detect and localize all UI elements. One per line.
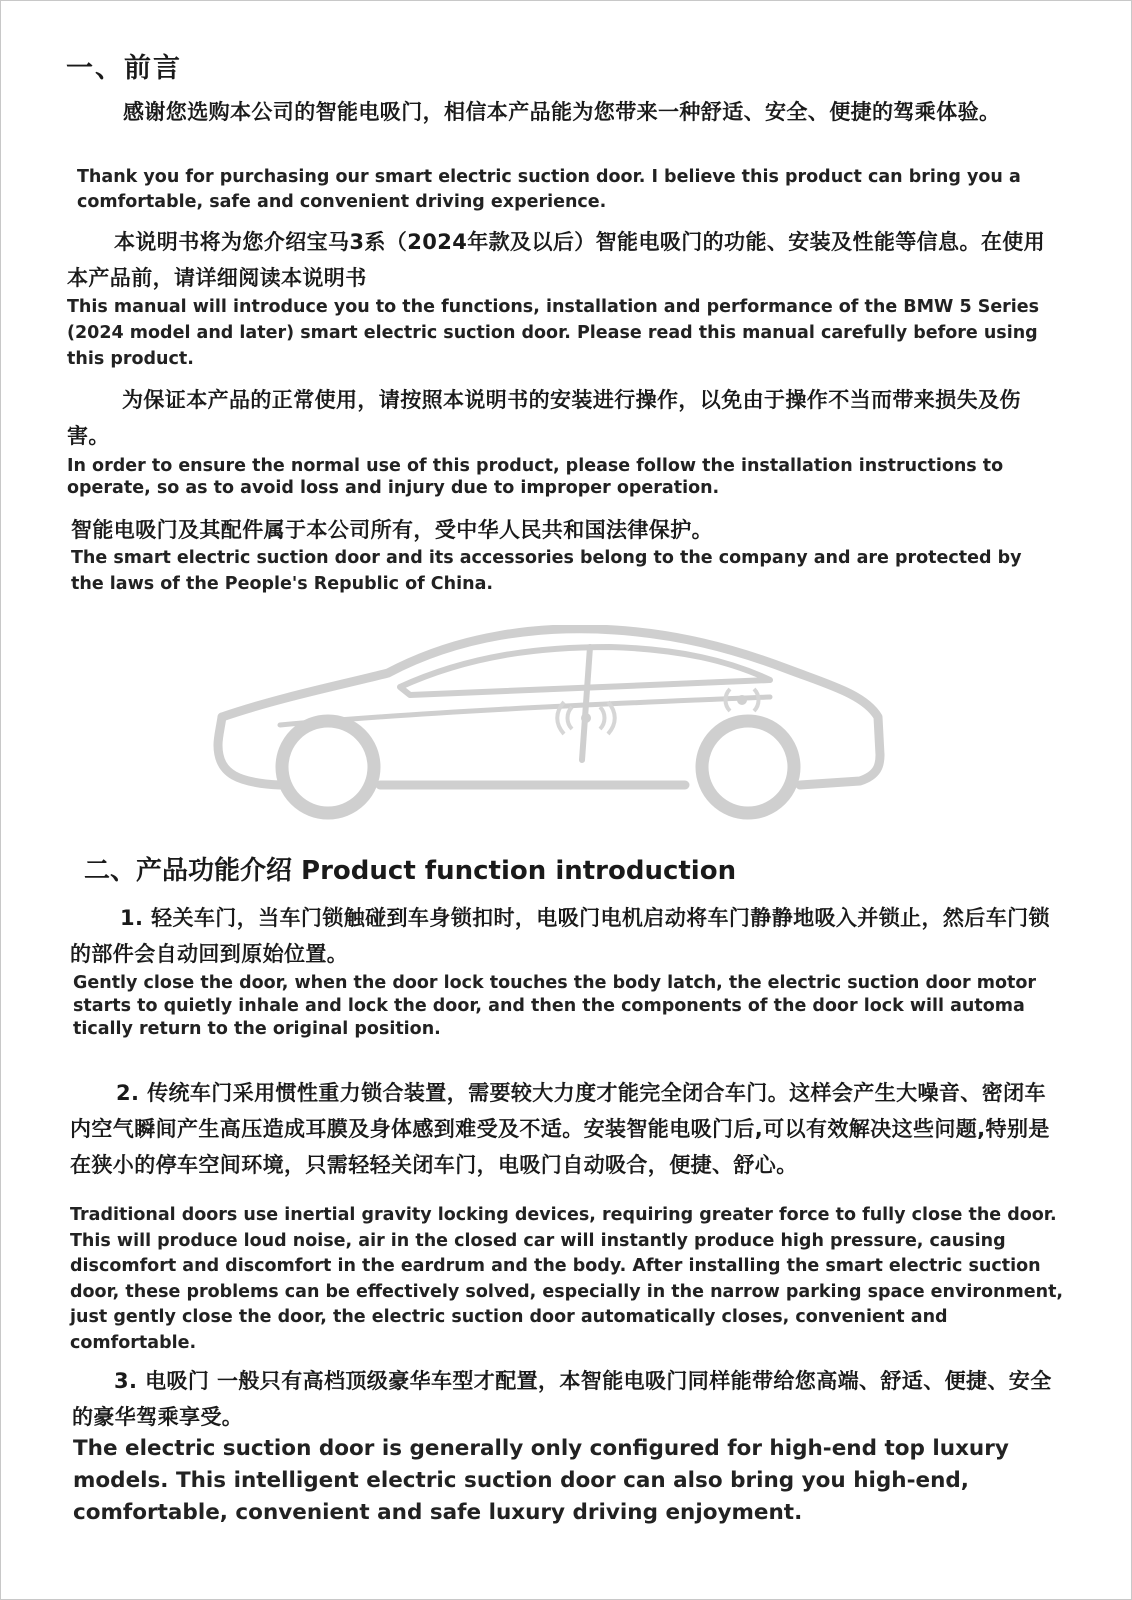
car-lower-line (218, 745, 880, 785)
preface-p3-en: In order to ensure the normal use of this product, please follow the installation instructions to operate, so as to avoid loss and injury due to improper operation. (67, 456, 1004, 498)
preface-heading: 一、前言 (66, 53, 182, 84)
car-front-wheel (282, 721, 374, 813)
preface-p4-zh: 智能电吸门及其配件属于本公司所有，受中华人民共和国法律保护。 (71, 518, 713, 542)
preface-p3-zh: 为保证本产品的正常使用，请按照本说明书的安装进行操作，以免由于操作不当而带来损失及伤害。 (67, 388, 1021, 448)
function-3-en: The electric suction door is generally only configured for high-end top luxury models. This intelligent electric suction door can also bring you high-end, comfortable, convenient and safe luxury driving enjoyment. (73, 1436, 1009, 1525)
car-rear-wheel (702, 721, 794, 813)
car-hood-line (218, 717, 222, 745)
functions-heading: 二、产品功能介绍 Product function introduction (84, 856, 737, 886)
function-3-zh: 3. 电吸门 一般只有高档顶级豪华车型才配置，本智能电吸门同样能带给您高端、舒适、便捷、安全的豪华驾乘享受。 (72, 1369, 1052, 1429)
car-illustration (210, 625, 910, 830)
car-belt-line (280, 697, 770, 725)
function-1-en: Gently close the door, when the door lock touches the body latch, the electric suction door motor starts to quietly inhale and lock the door, and then the components of the door lock will automa tically return to the original position. (73, 973, 1037, 1039)
preface-p1-en: Thank you for purchasing our smart electric suction door. I believe this product can bring you a comfortable, safe and convenient driving experience. (77, 167, 1021, 212)
preface-p1-zh: 感谢您选购本公司的智能电吸门，相信本产品能为您带来一种舒适、安全、便捷的驾乘体验。 (123, 100, 1001, 124)
preface-p2-zh: 本说明书将为您介绍宝马3系（2024年款及以后）智能电吸门的功能、安装及性能等信息。在使用本产品前，请详细阅读本说明书 (67, 230, 1046, 290)
function-2-en: Traditional doors use inertial gravity locking devices, requiring greater force to fully close the door. This will produce loud noise, air in the closed car will instantly produce high pressure, causing discomfort and discomfort in the eardrum and the body. After installing the smart electric suction door, these problems can be effectively solved, especially in the narrow parking space environment, just gently close the door, the electric suction door automatically closes, convenient and comfortable. (70, 1205, 1064, 1353)
preface-p4-en: The smart electric suction door and its accessories belong to the company and are protected by the laws of the People's Republic of China. (71, 548, 1022, 594)
function-1-zh: 1. 轻关车门，当车门锁触碰到车身锁扣时，电吸门电机启动将车门静静地吸入并锁止，然后车门锁的部件会自动回到原始位置。 (70, 906, 1050, 966)
function-2-zh: 2. 传统车门采用惯性重力锁合装置，需要较大力度才能完全闭合车门。这样会产生大噪音、密闭车内空气瞬间产生高压造成耳膜及身体感到难受及不适。安装智能电吸门后,可以有效解决这些问题,特别是在狭小的停车空间环境，只需轻轻关闭车门，电吸门自动吸合，便捷、舒心。 (70, 1081, 1050, 1177)
preface-p2-en: This manual will introduce you to the functions, installation and performance of the BMW 5 Series (2024 model and later) smart electric suction door. Please read this manual carefully before using this product. (67, 297, 1040, 369)
